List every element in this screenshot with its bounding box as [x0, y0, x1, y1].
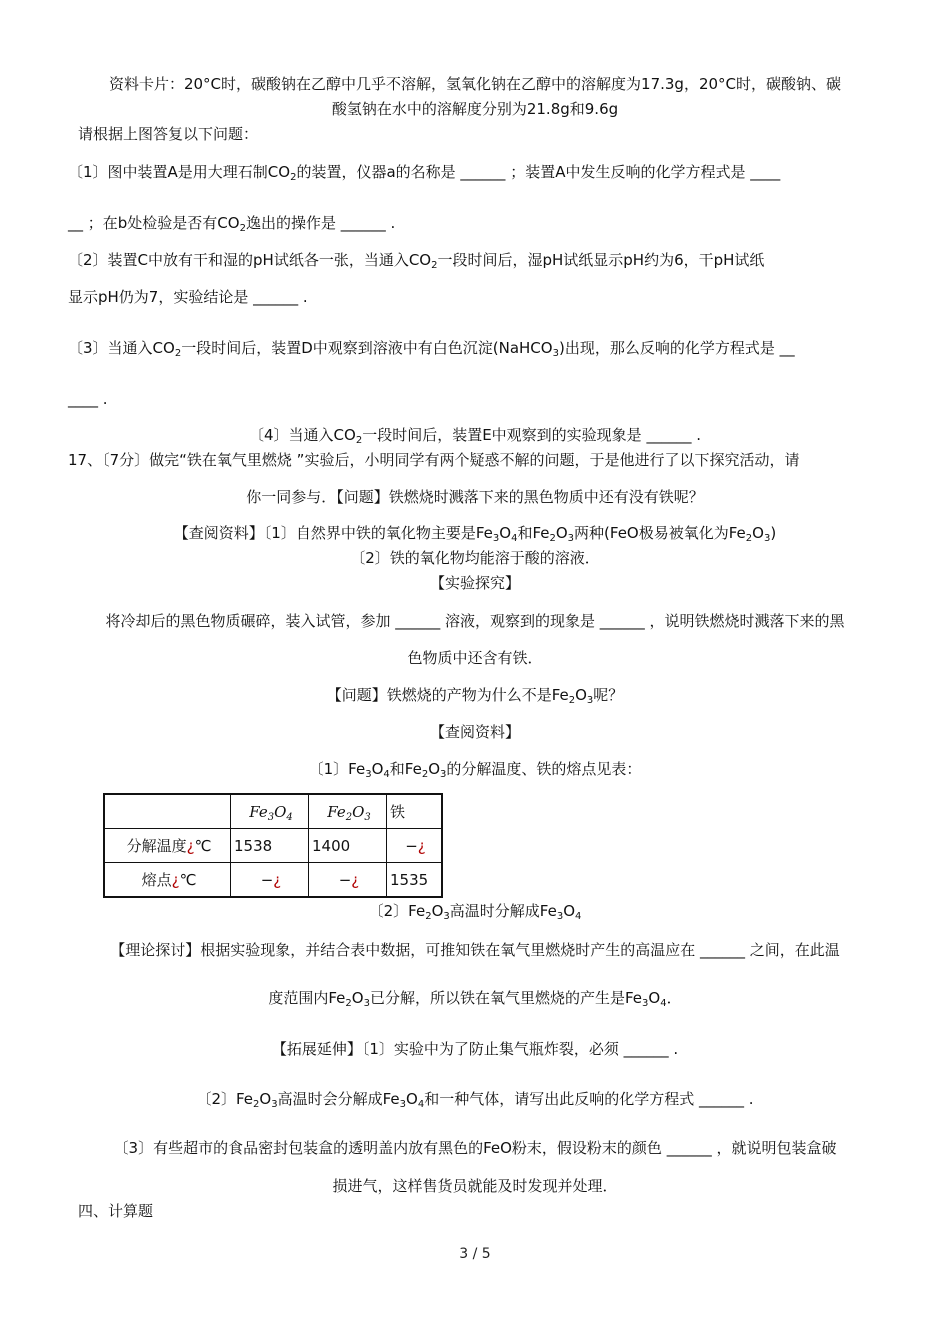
table-corner-cell — [104, 794, 231, 829]
cell: −¿ — [231, 863, 309, 898]
extension-1-line: 【拓展延伸】〔1〕实验中为了防止集气瓶炸裂，必须 ______ . — [271, 1040, 679, 1058]
extension-2-line: 〔2〕$Fe_2O_3$高温时会分解成$Fe_3O_4$和一种气体，请写出此反响的化学方程式 ______ . — [196, 1090, 754, 1110]
row-label-melting: 熔点¿℃ — [104, 863, 231, 898]
info-card-line-1: 资料卡片：20°C时，碳酸钠在乙醇中几乎不溶解，氢氧化钠在乙醇中的溶解度为17.3g，20°C时，碳酸钠、碳 — [108, 75, 842, 93]
question-1-line-1: 〔1〕图中装置A是用大理石制$CO_2$的装置，仪器a的名称是 ______ ；装置A中发生反响的化学方程式是 ____ — [68, 163, 781, 183]
theory-line-1: 【理论探讨】根据实验现象，并结合表中数据，可推知铁在氧气里燃烧时产生的高温应在 ______ 之间，在此温 — [110, 941, 840, 959]
cell: −¿ — [309, 863, 387, 898]
extension-3-line-2: 损进气，这样售货员就能及时发现并处理． — [332, 1177, 618, 1195]
experiment-heading: 【实验探究】 — [429, 574, 520, 592]
question-heading: 【问题】铁燃烧的产物为什么不是$Fe_2O_3$呢？ — [326, 686, 624, 706]
cell: 1538 — [231, 829, 309, 863]
instruction-line: 请根据上图答复以下问题： — [78, 125, 259, 143]
header-iron: 铁 — [387, 794, 443, 829]
cell: −¿ — [387, 829, 443, 863]
reference-1-line: 【查阅资料】〔1〕自然界中铁的氧化物主要是$Fe_3O_4$和$Fe_2O_3$两种(FeO极易被氧化为$Fe_2O_3$) — [173, 524, 777, 544]
theory-line-2: 度范围内$Fe_2O_3$已分解，所以铁在氧气里燃烧的产生是$Fe_3O_4$． — [268, 989, 682, 1009]
question-2-line-2: 显示pH仍为7，实验结论是 ______ . — [68, 288, 308, 306]
header-fe2o3: $Fe_2O_3$ — [309, 794, 387, 829]
question-1-line-2: __ ；在b处检验是否有$CO_2$逸出的操作是 ______ . — [68, 214, 396, 234]
question-2-line-1: 〔2〕装置C中放有干和湿的pH试纸各一张，当通入$CO_2$一段时间后，湿pH试纸显示pH约为6，干pH试纸 — [68, 251, 765, 271]
table-row — [104, 829, 442, 863]
header-fe3o4: $Fe_3O_4$ — [231, 794, 309, 829]
table-row — [104, 863, 442, 898]
extension-3-line-1: 〔3〕有些超市的食品密封包装盒的透明盖内放有黑色的FeO粉末，假设粉末的颜色 ______ ，就说明包装盒破 — [113, 1139, 837, 1157]
q17-intro-line-2: 你一同参与．【问题】铁燃烧时溅落下来的黑色物质中还有没有铁呢？ — [246, 488, 704, 506]
reference-heading: 【查阅资料】 — [429, 723, 520, 741]
experiment-line-1: 将冷却后的黑色物质碾碎，装入试管，参加 ______ 溶液，观察到的现象是 ______ ，说明铁燃烧时溅落下来的黑 — [105, 612, 845, 630]
section-heading-calculation: 四、计算题 — [78, 1202, 154, 1220]
table-caption: 〔1〕$Fe_3O_4$和$Fe_2O_3$的分解温度、铁的熔点见表： — [308, 760, 642, 780]
question-3-line-1: 〔3〕当通入$CO_2$一段时间后，装置D中观察到溶液中有白色沉淀(NaHCO$_3$)出现，那么反响的化学方程式是 __ — [68, 339, 795, 359]
data-table — [103, 793, 443, 898]
cell: 1400 — [309, 829, 387, 863]
question-4-line: 〔4〕当通入$CO_2$一段时间后，装置E中观察到的实验现象是 ______ . — [249, 426, 701, 446]
cell: 1535 — [387, 863, 443, 898]
row-label-decomposition: 分解温度¿℃ — [104, 829, 231, 863]
question-3-line-2: ____ . — [68, 390, 108, 408]
info-card-line-2: 酸氢钠在水中的溶解度分别为21.8g和9.6g — [331, 100, 619, 118]
table-header-row — [104, 794, 442, 829]
experiment-line-2: 色物质中还含有铁． — [407, 649, 543, 667]
page-number: 3 / 5 — [459, 1246, 491, 1262]
reference-2-line: 〔2〕铁的氧化物均能溶于酸的溶液． — [350, 549, 600, 567]
reference-2-decomposition: 〔2〕$Fe_2O_3$高温时分解成$Fe_3O_4$ — [368, 902, 582, 922]
q17-intro-line-1: 17、〔7分〕做完“铁在氧气里燃烧 ”实验后，小明同学有两个疑惑不解的问题，于是他进行了以下探究活动，请 — [68, 451, 800, 469]
